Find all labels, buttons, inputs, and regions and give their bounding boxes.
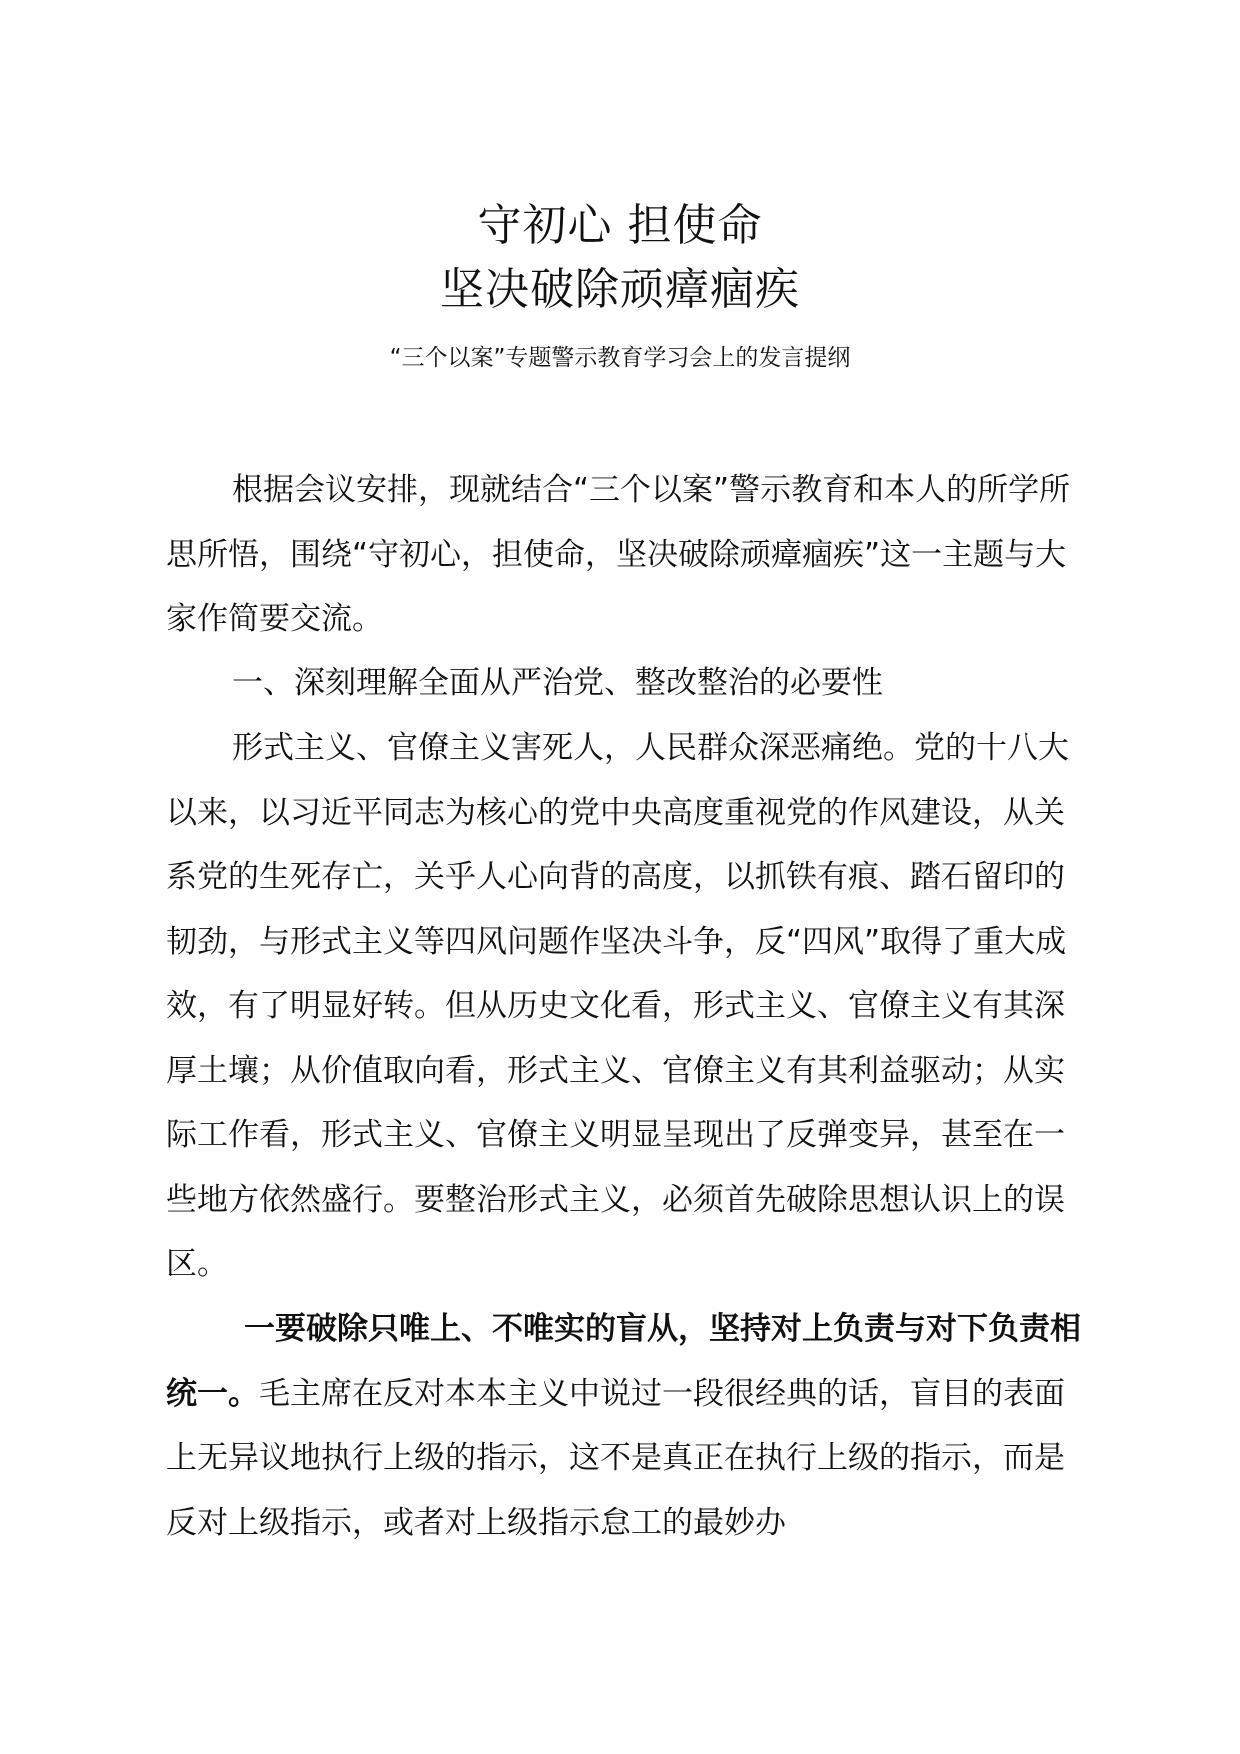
title-line-2: 坚决破除顽瘴痼疾 [440, 264, 800, 315]
subtitle: “三个以案”专题警示教育学习会上的发言提纲 [389, 345, 851, 371]
title-line-1: 守初心 担使命 [477, 200, 763, 251]
section-1-body: 形式主义、官僚主义害死人，人民群众深恶痛绝。党的十八大以来，以习近平同志为核心的党中央高度重视党的作风建设，从关系党的生死存亡，关乎人心向背的高度，以抓铁有痕、踏石留印的韧劲，与形式主义等四风问题作坚决斗争，反“四风”取得了重大成效，有了明显好转。但从历史文化看，形式主义、官僚主义有其深厚土壤；从价值取向看，形式主义、官僚主义有其利益驱动；从实际工作看，形式主义、官僚主义明显呈现出了反弹变异，甚至在一些地方依然盛行。要整治形式主义，必须首先破除思想认识上的误区。 [166, 730, 1069, 1282]
intro-paragraph: 根据会议安排，现就结合“三个以案”警示教育和本人的所学所思所悟，围绕“守初心，担使命，坚决破除顽瘴痼疾”这一主题与大家作简要交流。 [166, 472, 1071, 637]
point-1-lead: 一要破除只唯上、不唯实的盲从，坚持对上负责与对下负责相统一。 [166, 1311, 1081, 1412]
point-1-body: 毛主席在反对本本主义中说过一段很经典的话，盲目的表面上无异议地执行上级的指示，这不是真正在执行上级的指示，而是反对上级指示，或者对上级指示怠工的最妙办 [166, 1375, 1065, 1541]
point-1-paragraph [166, 1297, 1086, 1555]
section-1-heading: 一、深刻理解全面从严治党、整改整治的必要性 [232, 665, 883, 701]
